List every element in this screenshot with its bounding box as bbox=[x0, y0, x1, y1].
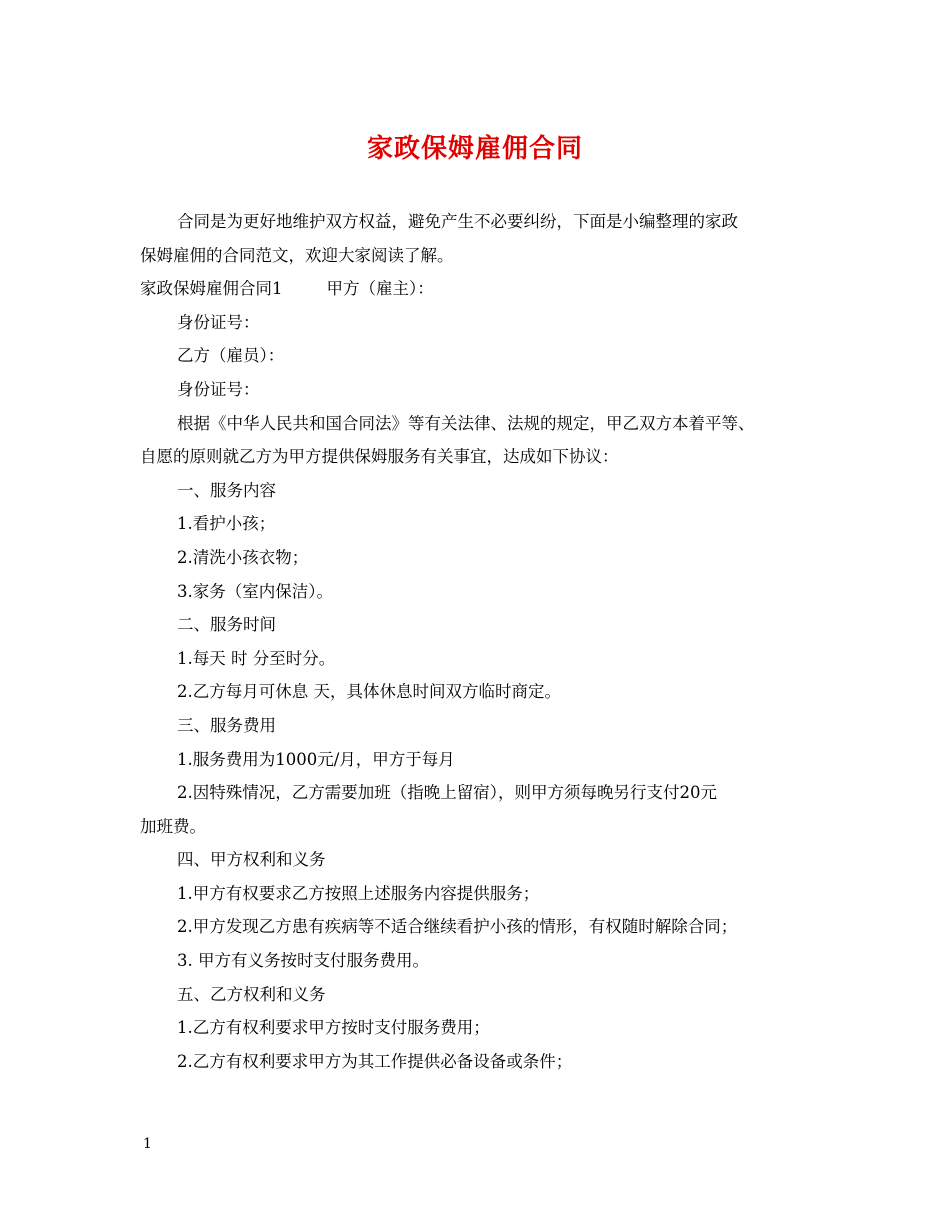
page-number: 1 bbox=[143, 1136, 152, 1152]
document-title: 家政保姆雇佣合同 bbox=[366, 134, 583, 164]
section-item: 1.每天 时 分至时分。 bbox=[177, 648, 336, 668]
party-a-label: 甲方（雇主）： bbox=[326, 279, 434, 299]
id-a-label: 身份证号： bbox=[177, 312, 260, 332]
section-item: 1.看护小孩； bbox=[177, 514, 276, 534]
section-title: 二、服务时间 bbox=[177, 615, 276, 635]
preamble-line: 根据《中华人民共和国合同法》等有关法律、法规的规定，甲乙双方本着平等、 bbox=[177, 413, 755, 433]
section-item: 3. 甲方有义务按时支付服务费用。 bbox=[177, 951, 429, 971]
contract-heading-line bbox=[140, 272, 820, 306]
party-b-label: 乙方（雇员）： bbox=[177, 346, 285, 366]
section-item: 2.因特殊情况，乙方需要加班（指晚上留宿），则甲方须每晚另行支付20元 bbox=[177, 783, 717, 803]
section-item: 2.乙方有权利要求甲方为其工作提供必备设备或条件； bbox=[177, 1051, 573, 1071]
section-title: 四、甲方权利和义务 bbox=[177, 850, 326, 870]
section-item: 1.服务费用为1000元/月，甲方于每月 bbox=[177, 749, 455, 769]
id-b-label: 身份证号： bbox=[177, 379, 260, 399]
section-title: 三、服务费用 bbox=[177, 715, 276, 735]
section-item: 1.甲方有权要求乙方按照上述服务内容提供服务； bbox=[177, 883, 540, 903]
section-item: 1.乙方有权利要求甲方按时支付服务费用； bbox=[177, 1018, 490, 1038]
contract-heading: 家政保姆雇佣合同1 bbox=[140, 279, 283, 299]
section-item: 2.清洗小孩衣物； bbox=[177, 547, 309, 567]
section-item: 2.甲方发现乙方患有疾病等不适合继续看护小孩的情形，有权随时解除合同； bbox=[177, 917, 738, 937]
section-title: 五、乙方权利和义务 bbox=[177, 984, 326, 1004]
intro-line: 合同是为更好地维护双方权益，避免产生不必要纠纷，下面是小编整理的家政 bbox=[177, 212, 738, 231]
preamble-line: 自愿的原则就乙方为甲方提供保姆服务有关事宜，达成如下协议： bbox=[140, 447, 619, 467]
section-title: 一、服务内容 bbox=[177, 480, 276, 500]
document-body bbox=[140, 205, 820, 1078]
section-item: 3.家务（室内保洁）。 bbox=[177, 581, 333, 601]
section-item-continued: 加班费。 bbox=[140, 816, 206, 836]
section-item: 2.乙方每月可休息 天，具体休息时间双方临时商定。 bbox=[177, 682, 561, 702]
intro-line: 保姆雇佣的合同范文，欢迎大家阅读了解。 bbox=[140, 245, 454, 265]
